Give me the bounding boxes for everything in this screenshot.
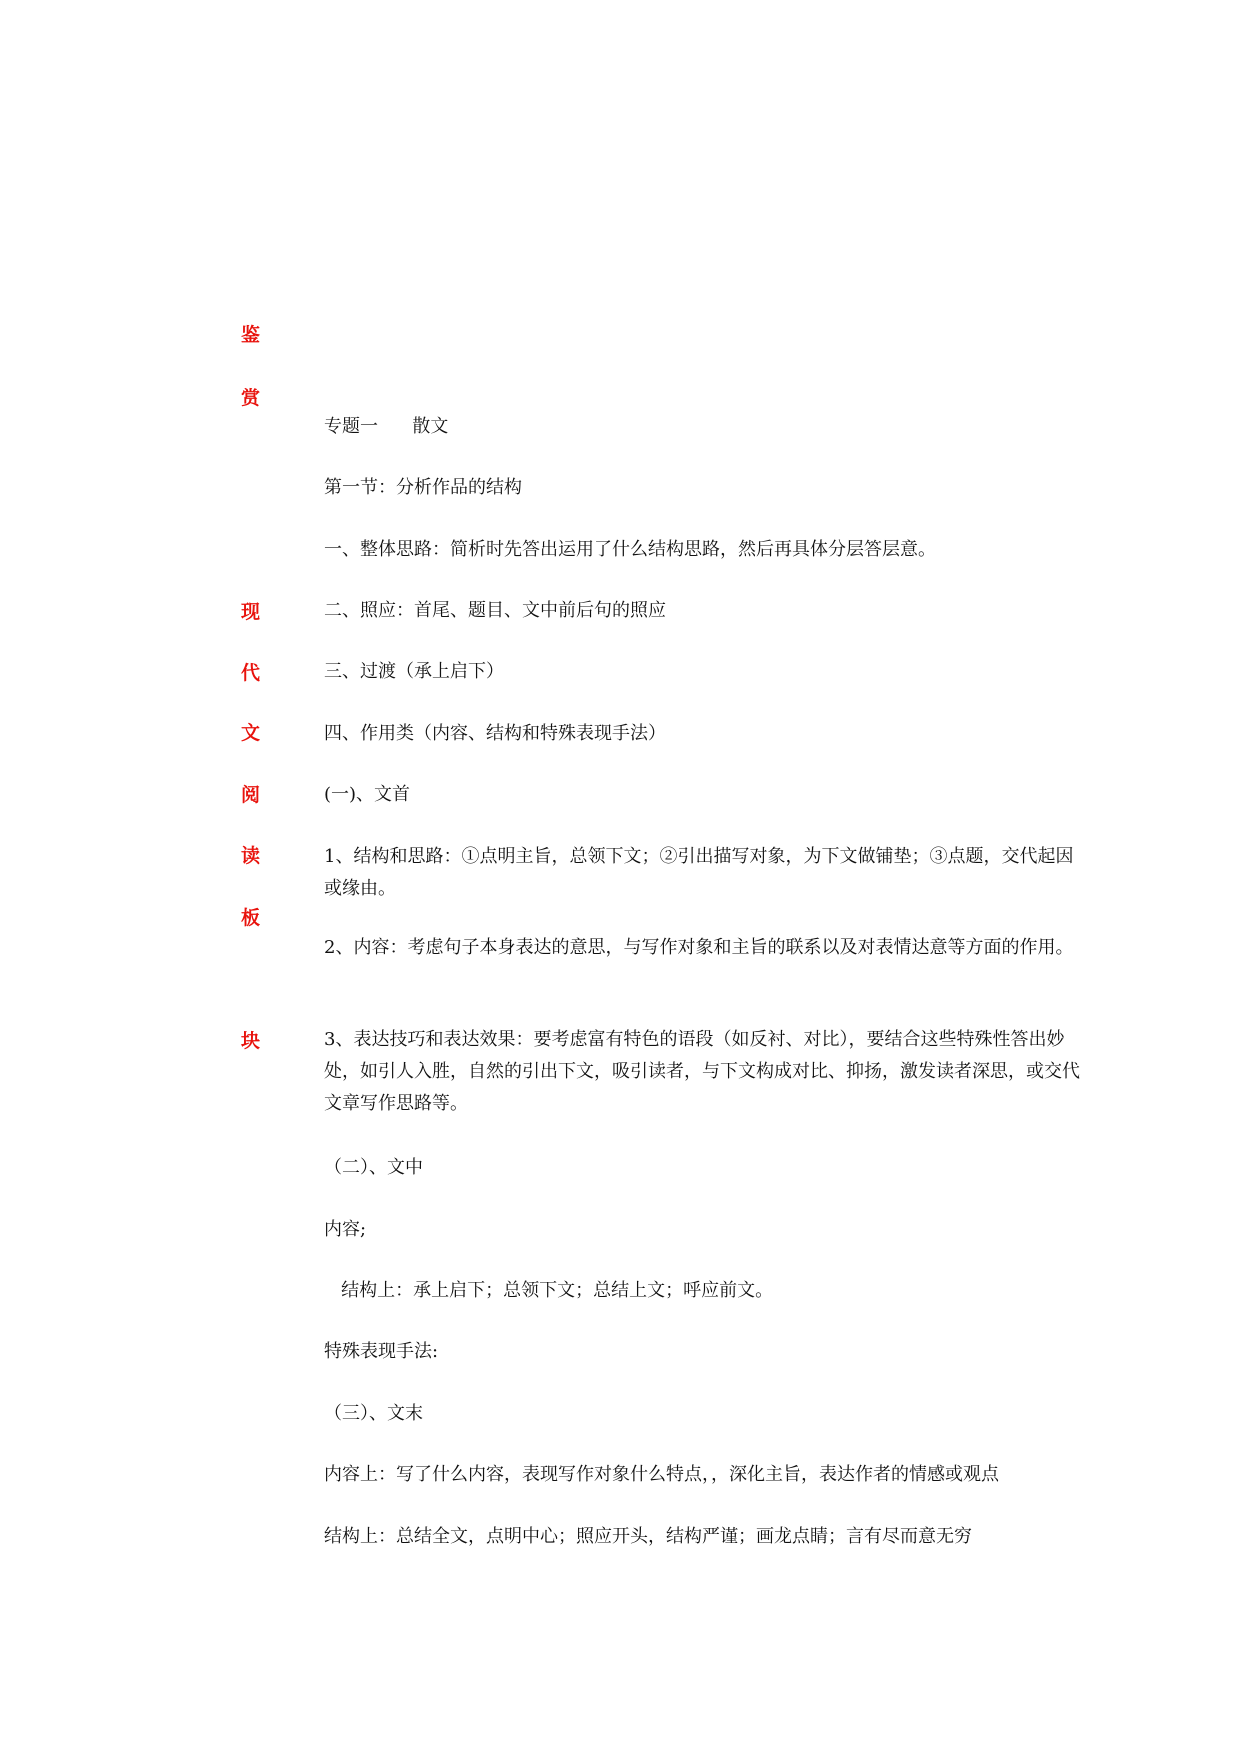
list-item: 1、结构和思路：①点明主旨，总领下文；②引出描写对象，为下文做铺垫；③点题，交代起因或缘由。: [324, 846, 1074, 899]
section-title: 第一节：分析作品的结构: [324, 477, 522, 498]
paragraph: 三、过渡（承上启下）: [324, 661, 504, 682]
side-title-char: 文: [241, 722, 261, 744]
paragraph: 内容上：写了什么内容，表现写作对象什么特点，，深化主旨，表达作者的情感或观点: [324, 1464, 999, 1485]
topic-title: 专题一 散文: [324, 416, 449, 437]
paragraph: 结构上：承上启下；总领下文；总结上文；呼应前文。: [324, 1280, 774, 1301]
subheading: （二）、文中: [324, 1157, 423, 1178]
side-title-char: 板: [241, 907, 261, 929]
paragraph: 结构上：总结全文，点明中心；照应开头，结构严谨；画龙点睛；言有尽而意无穷: [324, 1526, 972, 1547]
side-title-char: 读: [241, 845, 261, 867]
side-title-char: 阅: [241, 784, 261, 806]
side-title-char: 代: [241, 662, 261, 684]
side-title-char: 赏: [241, 387, 261, 409]
side-title-char: 块: [241, 1030, 261, 1052]
paragraph: 一、整体思路：简析时先答出运用了什么结构思路，然后再具体分层答层意。: [324, 539, 936, 560]
paragraph: 二、照应：首尾、题目、文中前后句的照应: [324, 600, 666, 621]
paragraph: 内容;: [324, 1219, 367, 1240]
side-title-char: 现: [241, 601, 261, 623]
paragraph: 特殊表现手法:: [324, 1341, 439, 1362]
subheading: （三）、文末: [324, 1403, 423, 1424]
paragraph: 四、作用类（内容、结构和特殊表现手法）: [324, 723, 666, 744]
subheading: (一)、文首: [324, 784, 411, 805]
list-item: 3、表达技巧和表达效果：要考虑富有特色的语段（如反衬、对比），要结合这些特殊性答出妙处，如引人入胜，自然的引出下文，吸引读者，与下文构成对比、抑扬，激发读者深思，或交代文章写作思路等。: [324, 1029, 1080, 1114]
side-title-char: 鉴: [241, 324, 261, 346]
list-item: 2、内容：考虑句子本身表达的意思，与写作对象和主旨的联系以及对表情达意等方面的作用。: [324, 937, 1074, 958]
